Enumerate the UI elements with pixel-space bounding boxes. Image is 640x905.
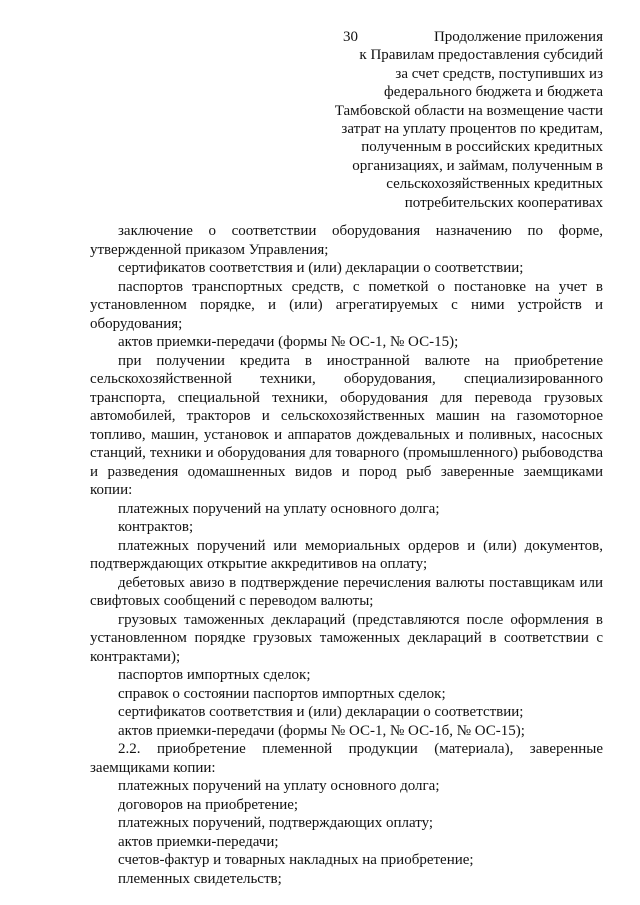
page-number: 30 [343,29,358,45]
header-line: к Правилам предоставления субсидий [359,47,603,64]
header-line: организациях, и займам, полученным в [352,157,603,174]
paragraph: заключение о соответствии оборудования назначению по форме, утвержденной приказом Управления; [90,223,603,258]
paragraph: контрактов; [118,519,194,535]
paragraph: платежных поручений, подтверждающих оплату; [118,815,434,831]
paragraph: при получении кредита в иностранной валюте на приобретение сельскохозяйственной техники, оборудования, специализированного транспорта, специальной техники, оборудования для перевода грузовых автомобилей, тракторов и сельскохозяйственных машин на газомоторное топливо, машин, установок и аппаратов дождевальных и поливных, насосных станций, техники и оборудования для товарного (промышленного) рыбоводства и разведения одомашненных видов и пород рыб заверенные заемщиками копии: [90,352,603,498]
document-body [90,222,603,888]
paragraph: сертификатов соответствия и (или) декларации о соответствии; [118,704,524,720]
paragraph: платежных поручений на уплату основного долга; [118,778,440,794]
paragraph: договоров на приобретение; [118,796,299,813]
paragraph: актов приемки-передачи (формы № ОС-1, № ОС-15); [118,334,459,350]
paragraph: платежных поручений на уплату основного долга; [118,500,440,517]
paragraph: дебетовых авизо в подтверждение перечисления валюты поставщикам или свифтовых сообщений с переводом валюты; [90,574,603,609]
header-line: за счет средств, поступивших из [395,65,603,82]
paragraph: платежных поручений или мемориальных ордеров и (или) документов, подтверждающих открытие аккредитивов на оплату; [90,537,603,572]
paragraph: грузовых таможенных деклараций (представляются после оформления в установленном порядке грузовых таможенных деклараций в соответствии с контрактами); [90,611,603,665]
paragraph: паспортов импортных сделок; [118,667,311,683]
header-line: потребительских кооперативах [404,194,603,211]
paragraph: сертификатов соответствия и (или) декларации о соответствии; [118,260,524,276]
header-line: Продолжение приложения [433,29,603,45]
appendix-header [303,28,603,212]
paragraph: справок о состоянии паспортов импортных сделок; [118,685,446,702]
paragraph: актов приемки-передачи; [118,833,279,850]
paragraph: актов приемки-передачи (формы № ОС-1, № ОС-1б, № ОС-15); [118,722,525,739]
header-line: сельскохозяйственных кредитных [386,176,603,193]
paragraph: племенных свидетельств; [118,870,282,887]
header-line: федерального бюджета и бюджета [383,84,603,101]
paragraph: паспортов транспортных средств, с пометкой о постановке на учет в установленном порядке, и (или) агрегатируемых с ними устройств и оборудования; [90,278,603,332]
header-line: Тамбовской области на возмещение части [334,102,603,119]
header-line: затрат на уплату процентов по кредитам, [341,121,603,138]
paragraph: счетов-фактур и товарных накладных на приобретение; [118,852,474,868]
paragraph: 2.2. приобретение племенной продукции (материала), заверенные заемщиками копии: [90,741,603,776]
header-line: полученным в российских кредитных [361,139,603,156]
